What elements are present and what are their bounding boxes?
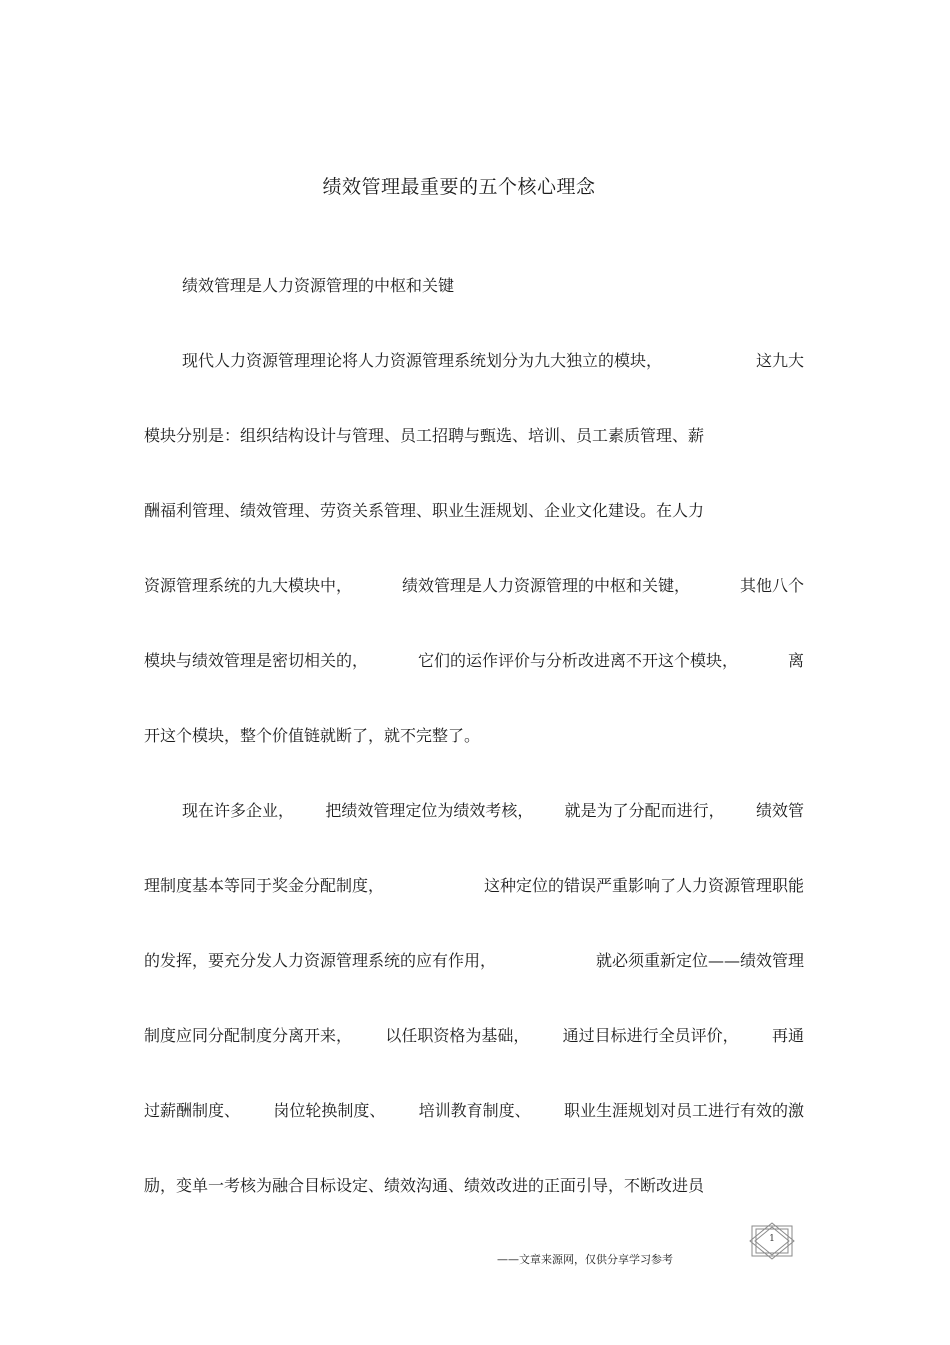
- body-line-segment: 绩效管: [755, 801, 804, 820]
- page-number-badge: [748, 1222, 796, 1260]
- body-line: [144, 874, 804, 898]
- body-line-segment: 现在许多企业，: [182, 801, 295, 820]
- body-line-segment: 励，变单一考核为融合目标设定、绩效沟通、绩效改进的正面引导，不断改进员: [144, 1176, 705, 1195]
- body-line-segment: 绩效管理是人力资源管理的中枢和关键，: [401, 576, 690, 595]
- footer-source-note: ——文章来源网，仅供分享学习参考: [497, 1253, 673, 1266]
- body-line: [144, 499, 804, 523]
- body-line-segment: 模块分别是：组织结构设计与管理、员工招聘与甄选、培训、员工素质管理、薪: [144, 426, 705, 445]
- body-line: [144, 949, 804, 973]
- body-line-segment: 这九大: [755, 351, 804, 370]
- body-line-segment: 的发挥，要充分发人力资源管理系统的应有作用，: [144, 951, 497, 970]
- body-line-segment: 就是为了分配而进行，: [564, 801, 725, 820]
- body-line: [182, 349, 804, 373]
- body-line-segment: 资源管理系统的九大模块中，: [144, 576, 353, 595]
- body-line: [144, 1024, 804, 1048]
- body-line-segment: 离: [787, 651, 804, 670]
- body-line-segment: 它们的运作评价与分析改进离不开这个模块，: [417, 651, 738, 670]
- body-line: [144, 1099, 804, 1123]
- document-title: 绩效管理最重要的五个核心理念: [322, 176, 596, 198]
- body-line-segment: 岗位轮换制度、: [273, 1101, 386, 1120]
- body-line-segment: 理制度基本等同于奖金分配制度，: [144, 876, 385, 895]
- body-line: [144, 574, 804, 598]
- body-line-segment: 就必须重新定位——绩效管理: [595, 951, 804, 970]
- body-line-segment: 现代人力资源管理理论将人力资源管理系统划分为九大独立的模块，: [182, 351, 663, 370]
- body-line-segment: 培训教育制度、: [418, 1101, 531, 1120]
- body-line-segment: 再通: [771, 1026, 804, 1045]
- page-number: 1: [769, 1234, 775, 1244]
- body-line-segment: 过薪酬制度、: [144, 1101, 241, 1120]
- body-line: [144, 649, 804, 673]
- body-line: [182, 799, 804, 823]
- body-line-segment: 制度应同分配制度分离开来，: [144, 1026, 353, 1045]
- body-line-segment: 其他八个: [739, 576, 804, 595]
- body-line: [144, 724, 804, 748]
- body-line-segment: 把绩效管理定位为绩效考核，: [325, 801, 534, 820]
- body-line: [144, 424, 804, 448]
- body-line-segment: 酬福利管理、绩效管理、劳资关系管理、职业生涯规划、企业文化建设。在人力: [144, 501, 705, 520]
- body-line-segment: 以任职资格为基础，: [385, 1026, 530, 1045]
- body-line-segment: 开这个模块，整个价值链就断了，就不完整了。: [144, 726, 481, 745]
- body-line: [144, 1174, 804, 1198]
- body-line-segment: 绩效管理是人力资源管理的中枢和关键: [182, 276, 455, 295]
- body-line: [182, 274, 804, 298]
- body-line-segment: 这种定位的错误严重影响了人力资源管理职能: [483, 876, 804, 895]
- body-line-segment: 职业生涯规划对员工进行有效的激: [563, 1101, 804, 1120]
- body-line-segment: 模块与绩效管理是密切相关的，: [144, 651, 369, 670]
- body-line-segment: 通过目标进行全员评价，: [562, 1026, 739, 1045]
